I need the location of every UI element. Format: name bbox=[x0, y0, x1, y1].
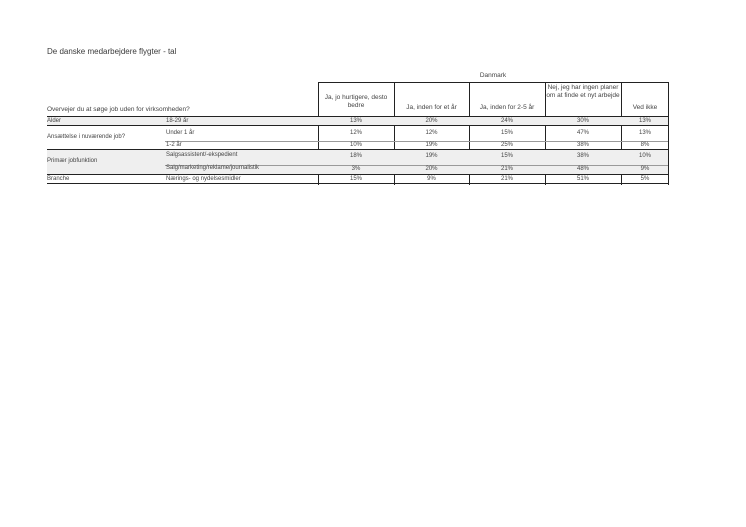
row-sublabel: Nærings- og nydelsesmidler bbox=[166, 176, 241, 182]
column-header: Ja, jo hurtigere, desto bedre bbox=[324, 94, 388, 109]
table-cell: 15% bbox=[500, 130, 513, 136]
table-cell: 13% bbox=[638, 118, 651, 124]
table-cell: 47% bbox=[576, 130, 589, 136]
table-cell: 5% bbox=[640, 176, 650, 182]
row-sublabel: 18-29 år bbox=[166, 118, 189, 124]
region-label: Danmark bbox=[479, 72, 507, 79]
column-header: Ved ikke bbox=[632, 104, 658, 111]
table-cell: 10% bbox=[638, 153, 651, 159]
table-cell: 9% bbox=[640, 166, 650, 172]
table-cell: 15% bbox=[500, 153, 513, 159]
column-header: Nej, jeg har ingen planer om at finde et nyt arbejde bbox=[546, 84, 620, 99]
table-cell: 30% bbox=[576, 118, 589, 124]
group-rule bbox=[47, 125, 668, 126]
table-cell: 12% bbox=[349, 130, 362, 136]
table-cell: 24% bbox=[500, 118, 513, 124]
table-cell: 9% bbox=[427, 176, 436, 182]
table-cell: 38% bbox=[576, 142, 589, 148]
column-divider bbox=[668, 82, 669, 185]
row-sublabel: Salg/marketing/reklame/journalistik bbox=[166, 165, 260, 171]
table-cell: 21% bbox=[500, 166, 513, 172]
row-sublabel: Salgsassistent/-ekspedient bbox=[166, 152, 238, 158]
column-header: Ja, inden for 2-5 år bbox=[479, 104, 535, 111]
table-cell: 13% bbox=[638, 130, 651, 136]
group-rule bbox=[47, 149, 668, 150]
group-label: Branche bbox=[47, 176, 70, 182]
group-label: Primær jobfunktion bbox=[47, 158, 98, 164]
table-cell: 10% bbox=[349, 142, 362, 148]
table-cell: 48% bbox=[576, 166, 589, 172]
table-cell: 38% bbox=[576, 153, 589, 159]
table-cell: 20% bbox=[425, 166, 438, 172]
table-cell: 13% bbox=[349, 118, 362, 124]
table-cell: 8% bbox=[640, 142, 650, 148]
table-cell: 19% bbox=[425, 142, 438, 148]
table-cell: 20% bbox=[425, 118, 438, 124]
column-header: Ja, inden for et år bbox=[406, 104, 457, 111]
table-cell: 19% bbox=[425, 153, 438, 159]
page-title: De danske medarbejdere flygter - tal bbox=[47, 47, 177, 56]
table-cell: 3% bbox=[351, 166, 361, 172]
question-label: Overvejer du at søge job uden for virksomheden? bbox=[47, 106, 190, 113]
group-label: Alder bbox=[47, 118, 62, 124]
table-bottom-rule bbox=[47, 183, 668, 184]
table-cell: 15% bbox=[349, 176, 362, 182]
table-cell: 12% bbox=[425, 130, 438, 136]
group-label: Ansættelse i nuværende job? bbox=[47, 134, 126, 140]
table-cell: 18% bbox=[349, 153, 362, 159]
table-cell: 25% bbox=[500, 142, 513, 148]
row-sublabel: 1-2 år bbox=[166, 142, 182, 148]
table-cell: 51% bbox=[576, 176, 589, 182]
row-sublabel: Under 1 år bbox=[166, 130, 195, 136]
region-header-rule bbox=[318, 82, 668, 83]
table-cell: 21% bbox=[500, 176, 513, 182]
